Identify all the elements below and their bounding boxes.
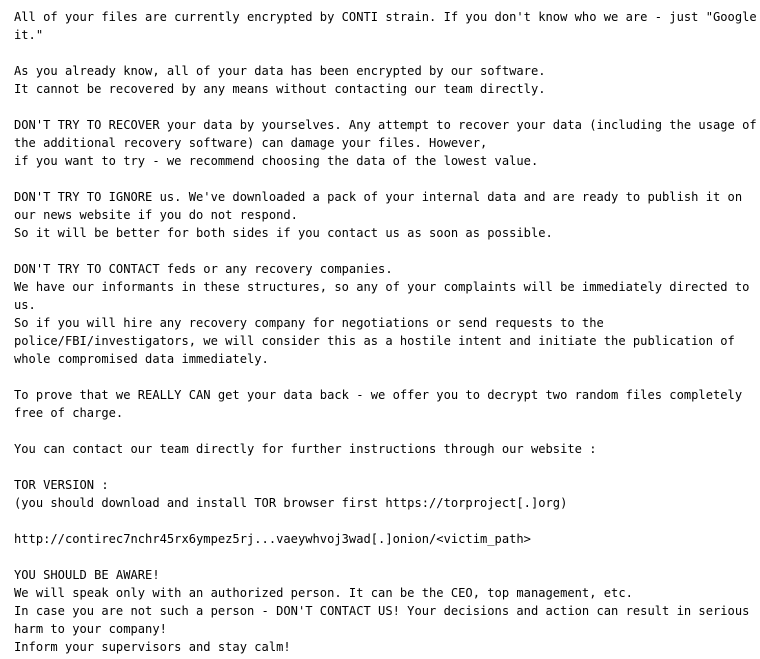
text-line: As you already know, all of your data has been encrypted by our software. [14, 64, 546, 78]
text-line: free of charge. [14, 406, 124, 420]
text-line: harm to your company! [14, 622, 167, 636]
text-line: DON'T TRY TO CONTACT feds or any recovery companies. [14, 262, 393, 276]
blank-line [14, 170, 756, 188]
text-line: We have our informants in these structures, so any of your complaints will be immediately directed to [14, 280, 750, 294]
text-line: TOR VERSION : [14, 478, 109, 492]
text-line: Inform your supervisors and stay calm! [14, 640, 291, 654]
text-line: All of your files are currently encrypted by CONTI strain. If you don't know who we are - just "Google [14, 10, 757, 24]
text-line: police/FBI/investigators, we will consider this as a hostile intent and initiate the publication of [14, 334, 735, 348]
text-line: In case you are not such a person - DON'T CONTACT US! Your decisions and action can result in serious [14, 604, 750, 618]
text-line: We will speak only with an authorized person. It can be the CEO, top management, etc. [14, 586, 633, 600]
text-line: You can contact our team directly for further instructions through our website : [14, 442, 597, 456]
text-line: So if you will hire any recovery company for negotiations or send requests to the [14, 316, 604, 330]
text-line: if you want to try - we recommend choosing the data of the lowest value. [14, 154, 539, 168]
blank-line [14, 512, 756, 530]
blank-line [14, 368, 756, 386]
text-line: (you should download and install TOR browser first https://torproject[.]org) [14, 496, 568, 510]
blank-line [14, 458, 756, 476]
text-line: So it will be better for both sides if you contact us as soon as possible. [14, 226, 553, 240]
blank-line [14, 422, 756, 440]
text-line: DON'T TRY TO RECOVER your data by yourselves. Any attempt to recover your data (including the usage of [14, 118, 757, 132]
text-line: To prove that we REALLY CAN get your data back - we offer you to decrypt two random files completely [14, 388, 743, 402]
text-line: whole compromised data immediately. [14, 352, 269, 366]
blank-line [14, 44, 756, 62]
text-line: us. [14, 298, 36, 312]
blank-line [14, 548, 756, 566]
text-line: YOU SHOULD BE AWARE! [14, 568, 160, 582]
text-line: our news website if you do not respond. [14, 208, 298, 222]
onion-url: http://contirec7nchr45rx6ympez5rj...vaeywhvoj3wad[.]onion/<victim_path> [14, 532, 531, 546]
ransom-note-text [14, 8, 756, 656]
blank-line [14, 98, 756, 116]
text-line: the additional recovery software) can damage your files. However, [14, 136, 488, 150]
text-line: DON'T TRY TO IGNORE us. We've downloaded a pack of your internal data and are ready to publish it on [14, 190, 743, 204]
text-line: It cannot be recovered by any means without contacting our team directly. [14, 82, 546, 96]
blank-line [14, 242, 756, 260]
text-line: it." [14, 28, 44, 42]
